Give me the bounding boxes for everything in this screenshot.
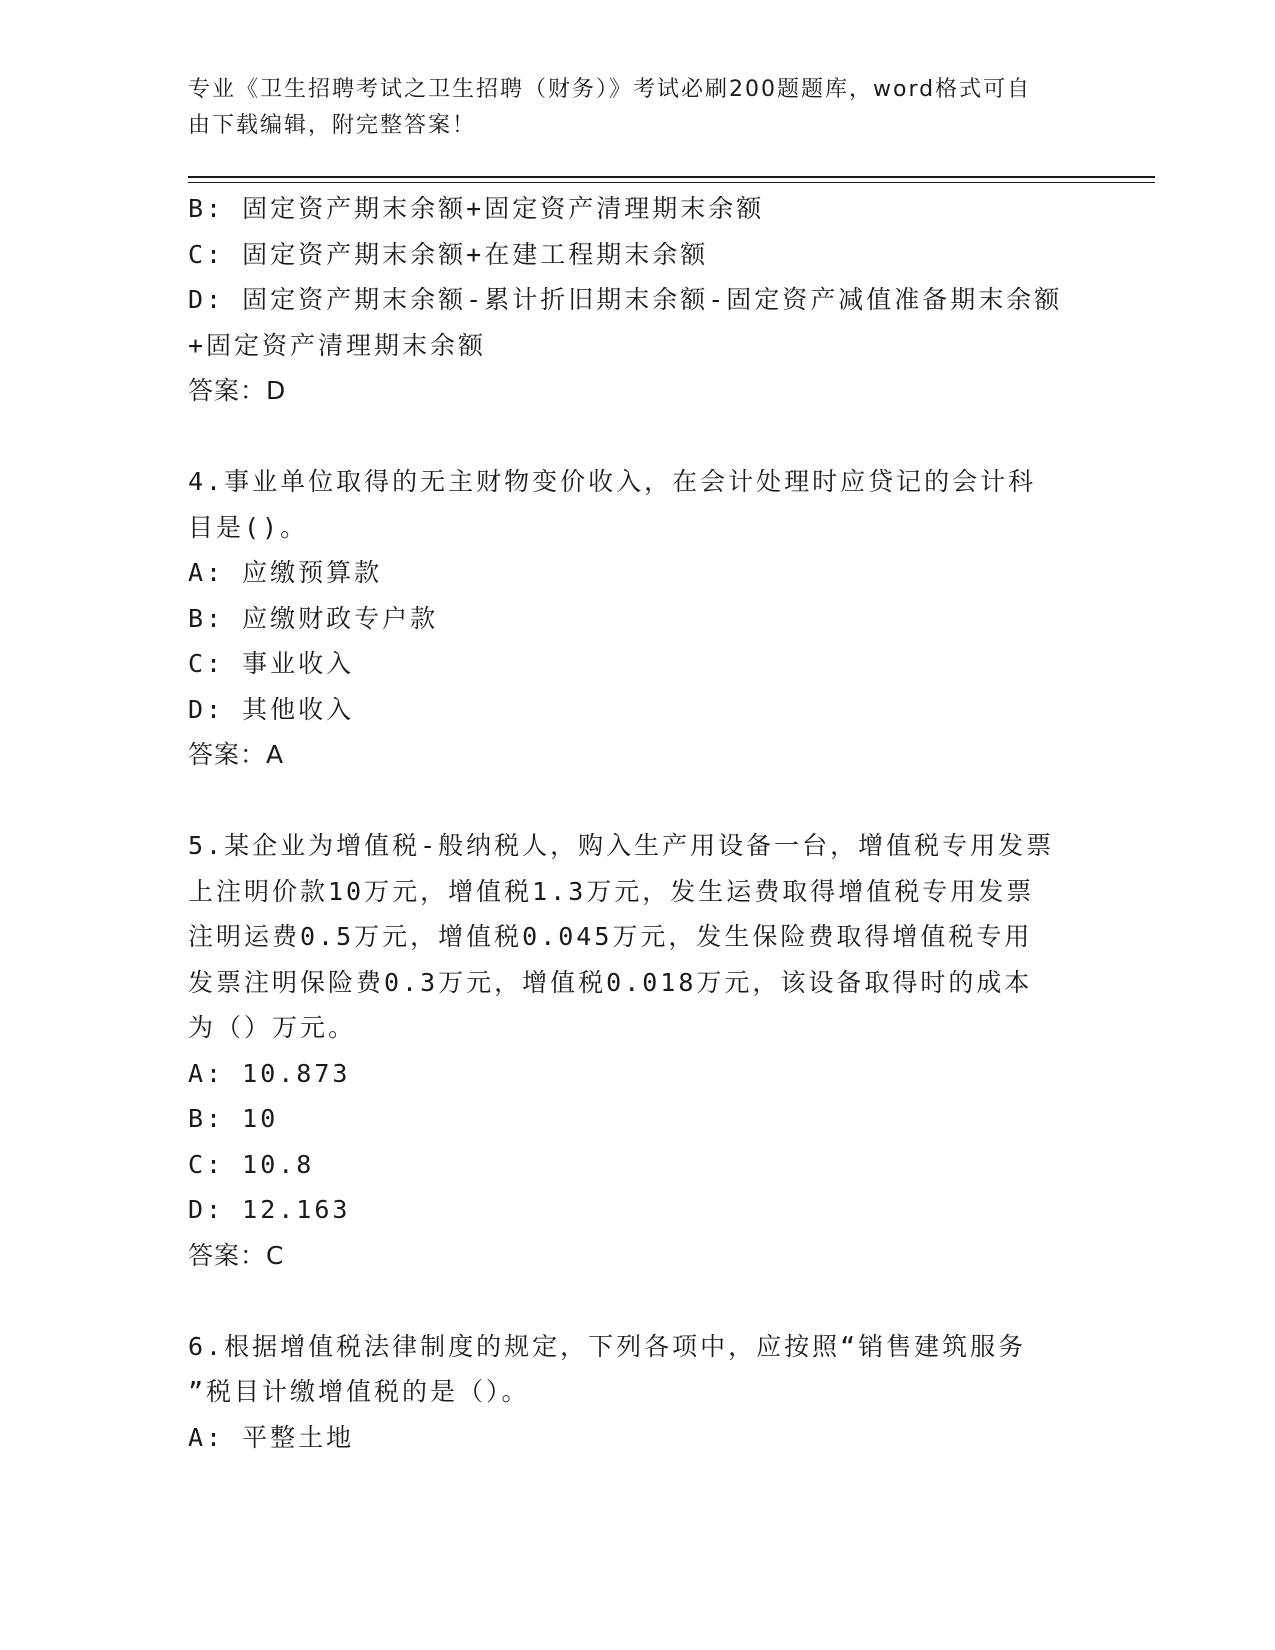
document-header bbox=[188, 72, 1068, 144]
answer: 答案：D bbox=[188, 376, 287, 405]
option-d-continued: +固定资产清理期末余额 bbox=[188, 330, 487, 360]
option-a: A: 应缴预算款 bbox=[188, 558, 383, 587]
question-stem-continued: 注明运费0.5万元，增值税0.045万元，发生保险费取得增值税专用 bbox=[188, 922, 1033, 951]
spacer bbox=[188, 414, 1088, 460]
question-stem-continued: 上注明价款10万元，增值税1.3万元，发生运费取得增值税专用发票 bbox=[188, 876, 1035, 906]
answer: 答案：A bbox=[188, 740, 285, 769]
option-b: B: 固定资产期末余额+固定资产清理期末余额 bbox=[188, 194, 765, 223]
question-stem-continued: ”税目计缴增值税的是（）。 bbox=[188, 1377, 530, 1406]
question-5 bbox=[188, 823, 1088, 1278]
option-d: D: 其他收入 bbox=[188, 694, 355, 724]
question-stem-continued: 发票注明保险费0.3万元，增值税0.018万元，该设备取得时的成本 bbox=[188, 967, 1033, 997]
question-3-continued bbox=[188, 186, 1088, 414]
option-b: B: 应缴财政专户款 bbox=[188, 603, 439, 633]
option-d: D: 12.163 bbox=[188, 1195, 351, 1224]
option-d: D: 固定资产期末余额-累计折旧期末余额-固定资产减值准备期末余额 bbox=[188, 285, 1063, 314]
question-6 bbox=[188, 1324, 1088, 1461]
option-c: C: 固定资产期末余额+在建工程期末余额 bbox=[188, 239, 709, 269]
spacer bbox=[188, 1278, 1088, 1324]
header-title-line-2: 由下载编辑，附完整答案！ bbox=[188, 113, 477, 138]
header-title-line-1: 专业《卫生招聘考试之卫生招聘（财务）》考试必刷200题题库，word格式可自 bbox=[188, 77, 1032, 102]
spacer bbox=[188, 778, 1088, 824]
header-divider-thick bbox=[188, 176, 1155, 178]
question-stem: 4.事业单位取得的无主财物变价收入，在会计处理时应贷记的会计科 bbox=[188, 467, 1037, 496]
question-stem-continued: 目是()。 bbox=[188, 512, 309, 542]
option-c: C: 10.8 bbox=[188, 1149, 315, 1179]
option-a: A: 平整土地 bbox=[188, 1422, 355, 1452]
header-divider-thin bbox=[188, 182, 1155, 183]
option-a: A: 10.873 bbox=[188, 1058, 351, 1088]
question-list bbox=[188, 186, 1088, 1460]
option-b: B: 10 bbox=[188, 1104, 279, 1133]
question-4 bbox=[188, 459, 1088, 778]
option-c: C: 事业收入 bbox=[188, 649, 355, 678]
answer: 答案：C bbox=[188, 1240, 285, 1270]
question-stem: 5.某企业为增值税-般纳税人，购入生产用设备一台，增值税专用发票 bbox=[188, 831, 1055, 860]
question-stem-continued: 为（）万元。 bbox=[188, 1013, 357, 1042]
question-stem: 6.根据增值税法律制度的规定，下列各项中，应按照“销售建筑服务 bbox=[188, 1331, 1027, 1361]
